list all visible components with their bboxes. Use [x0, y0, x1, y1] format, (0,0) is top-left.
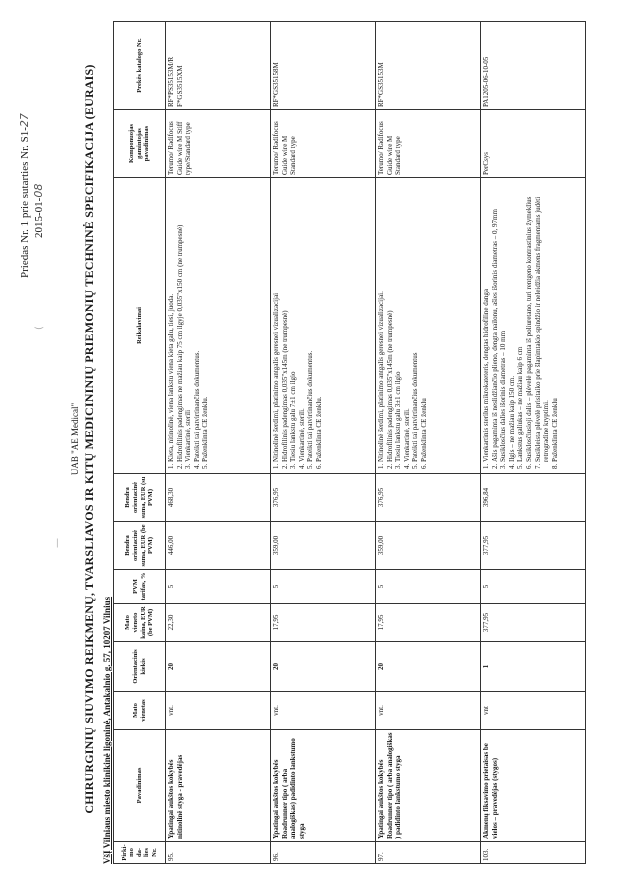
cell-sum-vat: 396,84 — [481, 474, 586, 522]
cell-sum-no-vat: 359,00 — [376, 522, 481, 570]
col-header-sum-no-vat: Bendra orientacinė suma, EUR (be PVM) — [114, 522, 166, 570]
table-row — [271, 22, 376, 864]
cell-requirements — [376, 178, 481, 474]
cell-name: Ypatingai aukštos kokybės Roadrunner tipo ( arba analogiškas ) padidinto lankstumo styga — [376, 730, 481, 842]
requirement-item: 4. Vienkartinė, sterili. — [298, 180, 307, 462]
cell-nr: 97. — [376, 842, 481, 864]
col-header-manufacturer: Komponuojas gamintojas pavadinimas — [114, 110, 166, 178]
cell-requirements — [481, 178, 586, 474]
requirement-item: 4. Vienkartinė, sterili. — [403, 180, 412, 462]
cell-unit: vnt — [481, 692, 586, 730]
requirement-item: 1. Kieta, nitinolinė, viena lankstu viena kieta galu, tiesi, juoda. — [167, 180, 176, 462]
requirement-item: 8. Paženklinta CE ženklu — [551, 180, 560, 462]
cell-manufacturer: Terumo/ Radifocus Guide wire M Standard type — [376, 110, 481, 178]
col-header-unit: Mato vienetas — [114, 692, 166, 730]
cell-sum-no-vat: 359,00 — [271, 522, 376, 570]
requirement-item: 7. Susikleista plėvelė prisitaiko prie šlapimtakio spindžio ir neleidžia akmens fragmentams judėti retrogradine kryptimi. — [534, 180, 551, 462]
company-name: UAB "AE Medical" — [70, 402, 80, 476]
requirement-item: 2. Ašis pagaminta iš neslidžiančio plieno, dengta nailonu, ašies išorinis diametras – 0, 97mm — [491, 180, 500, 462]
cell-sum-vat: 376,95 — [376, 474, 481, 522]
cell-name: Akmenų fiksavimo prietaisas be vielos – pravedėjas (stygos) — [481, 730, 586, 842]
requirement-item: 1. Vienkartinis sterilus mikrokateteris, dengtas hidrofiline danga — [482, 180, 491, 462]
requirement-item: 2. Hidrofilinis padengimas 0,035"x145m (ne trumpesnė) — [281, 180, 290, 462]
table-row — [166, 22, 271, 864]
appendix-date: 2015-01- — [33, 197, 45, 238]
col-header-vat: PVM tarifas, % — [114, 570, 166, 604]
cell-nr: 95. — [166, 842, 271, 864]
cell-qty: 20 — [271, 642, 376, 692]
cell-catalog: RF*GS35153M — [376, 22, 481, 110]
requirement-item: 6. Susiklosčiusioji dalis – plėvelė pagaminta iš poliuretano, turi rentgeno kontrastinius žymeklius — [525, 180, 534, 462]
cell-manufacturer: Terumo/ Radifocus Guide wire M Standard type — [271, 110, 376, 178]
cell-unit: vnt. — [271, 692, 376, 730]
contract-number-handwritten: 27 — [18, 113, 31, 128]
cell-vat: 5 — [166, 570, 271, 604]
requirement-item: 5. Pateikti tai patvirtinančius dokumentus — [411, 180, 420, 462]
table-row — [376, 22, 481, 864]
cell-unit: vnt. — [166, 692, 271, 730]
col-header-catalog: Prekės katalogo Nr. — [114, 22, 166, 110]
cell-sum-no-vat: 377,95 — [481, 522, 586, 570]
table-header-row — [114, 22, 166, 864]
requirement-item: 3. Tiesiu lankstu galu 3±1 cm ilgio — [394, 180, 403, 462]
appendix-line1: Priedas Nr. 1 prie sutarties Nr. S1- — [19, 127, 31, 278]
requirement-item: 1. Nitinolinė šerdimi, platinimo antgalis geresnei vizualizacijai. — [377, 180, 386, 462]
table-row — [481, 22, 586, 864]
requirement-item: 5. Paženklinta CE ženklu. — [201, 180, 210, 462]
specification-table — [113, 21, 586, 864]
margin-mark: — — [52, 538, 63, 548]
cell-unit: vnt. — [376, 692, 481, 730]
corner-mark: ( — [34, 326, 45, 330]
col-header-nr: Pirki-mo da-lies Nr. — [114, 842, 166, 864]
cell-qty: 20 — [166, 642, 271, 692]
cell-manufacturer: Terumo/ Radifocus Guide wire M Stiff type/Standard type — [166, 110, 271, 178]
cell-unit-price: 22,30 — [166, 604, 271, 642]
appendix-header — [18, 113, 46, 278]
col-header-sum-vat: Bendra orientacinė suma, EUR (su PVM) — [114, 474, 166, 522]
cell-vat: 5 — [481, 570, 586, 604]
cell-vat: 5 — [271, 570, 376, 604]
cell-name: Ypatingai aukštos kokybės Roadrunner tipo ( arba analogiškas) padidinto lankstumo styga — [271, 730, 376, 842]
cell-catalog: PA1205-06-10-05 — [481, 22, 586, 110]
requirement-item: 2. Hidrofilinis padengimas 0,035"x145m (ne trumpesnė) — [386, 180, 395, 462]
cell-unit-price: 17,95 — [376, 604, 481, 642]
requirement-item: 3. Tiesiu lankstu galu 7±1 cm ilgio — [289, 180, 298, 462]
requirement-item: 4. Pateikti tai patvirtinančius dokumentus. — [193, 180, 202, 462]
cell-unit-price: 377,95 — [481, 604, 586, 642]
requirement-item: 2. Hidrofilinis padengimas ne mažiau kaip 75 cm ilgyje 0,035"x150 cm (ne trumpesnė) — [176, 180, 185, 462]
requirement-item: 6. Paženklinta CE ženklu. — [315, 180, 324, 462]
cell-qty: 20 — [376, 642, 481, 692]
cell-nr: 96. — [271, 842, 376, 864]
requirement-item: 4. Ilgis – ne mažiau kaip 150 cm. — [508, 180, 517, 462]
col-header-qty: Orientacinis kiekis — [114, 642, 166, 692]
cell-requirements — [166, 178, 271, 474]
col-header-requirements: Reikalavimai — [114, 178, 166, 474]
cell-nr: 103. — [481, 842, 586, 864]
requirement-item: 1. Nitinolinė šerdimi, platinimo antgalis geresnei vizualizacijai — [272, 180, 281, 462]
cell-sum-vat: 468,30 — [166, 474, 271, 522]
requirement-item: 3. Susiklosčius dalies išorinis diametras – 10 mm — [499, 180, 508, 462]
cell-vat: 5 — [376, 570, 481, 604]
requirement-item: 6. Paženklinta CE ženklu — [420, 180, 429, 462]
cell-unit-price: 17,95 — [271, 604, 376, 642]
document-title: CHIRURGINIŲ SIUVIMO REIKMENŲ, TVARSLIAVOS IR KITŲ MEDICININIŲ PRIEMONIŲ TECHNINĖ SPECIFIKACIJA (EURAIS) — [82, 64, 96, 814]
requirement-item: 5. Lankstus galiukas – ne mažiau kaip 6 cm — [516, 180, 525, 462]
cell-sum-no-vat: 446,00 — [166, 522, 271, 570]
cell-qty: 1 — [481, 642, 586, 692]
cell-manufacturer: PerCsys — [481, 110, 586, 178]
cell-name: Ypatingai aukštos kokybės nitinolinė styga - pravedėjas — [166, 730, 271, 842]
hospital-address: VšĮ Vilniaus miesto klinikinė ligoninė, Antakalnio g. 57, 10207 Vilnius — [102, 596, 112, 864]
cell-catalog: RF*PS35153M/R F*GS3515XM — [166, 22, 271, 110]
col-header-unit-price: Mato vieneto kaina, EUR (be PVM) — [114, 604, 166, 642]
date-handwritten: 08 — [32, 183, 45, 198]
cell-sum-vat: 376,95 — [271, 474, 376, 522]
col-header-name: Pavadinimas — [114, 730, 166, 842]
requirement-item: 5. Pateikti tai patvirtinančius dokumentus. — [306, 180, 315, 462]
cell-requirements — [271, 178, 376, 474]
requirement-item: 3. Vienkartinė, sterili — [184, 180, 193, 462]
cell-catalog: RF*GS35158M — [271, 22, 376, 110]
